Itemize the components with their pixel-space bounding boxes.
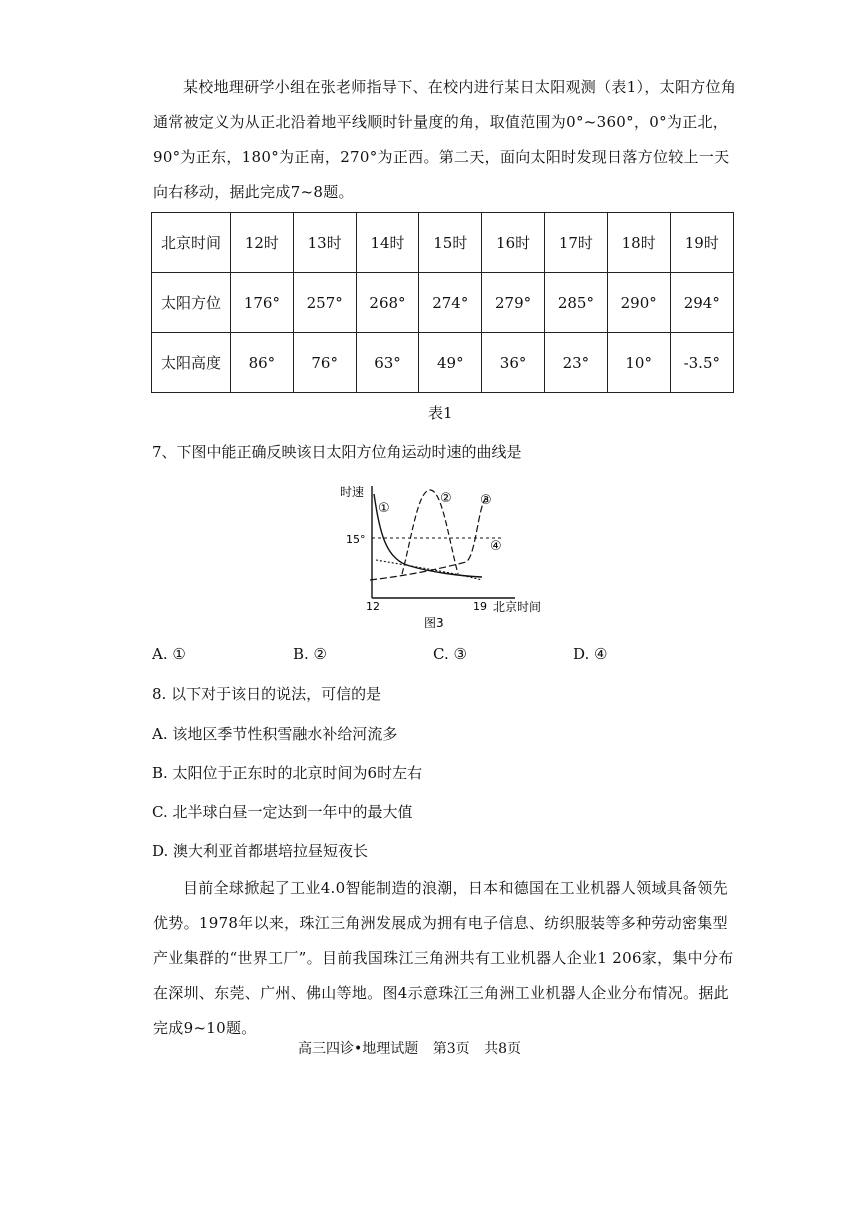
table-cell: 18时 bbox=[607, 213, 670, 273]
footer-exam: 高三四诊•地理试题 bbox=[298, 1041, 419, 1057]
curve-label-4: ④ bbox=[490, 539, 502, 554]
curve-1 bbox=[374, 494, 482, 577]
table-cell: 12时 bbox=[231, 213, 294, 273]
q7-option-d[interactable]: D. ④ bbox=[573, 645, 608, 663]
table-cell: 279° bbox=[482, 273, 545, 333]
footer-total: 共8页 bbox=[484, 1041, 522, 1057]
q8-choice-d[interactable]: D. 澳大利亚首都堪培拉昼短夜长 bbox=[152, 842, 369, 860]
table-cell: 76° bbox=[293, 333, 356, 393]
table-cell: 268° bbox=[356, 273, 419, 333]
ref-label: 15° bbox=[346, 533, 366, 546]
curve-label-1: ① bbox=[378, 501, 390, 516]
q8-choice-b[interactable]: B. 太阳位于正东时的北京时间为6时左右 bbox=[152, 764, 423, 782]
table-cell: 13时 bbox=[293, 213, 356, 273]
table-cell: 49° bbox=[419, 333, 482, 393]
table-cell: 19时 bbox=[670, 213, 733, 273]
question-7-stem: 7、下图中能正确反映该日太阳方位角运动时速的曲线是 bbox=[152, 443, 522, 461]
q8-choice-c[interactable]: C. 北半球白昼一定达到一年中的最大值 bbox=[152, 803, 413, 821]
table-cell: 176° bbox=[231, 273, 294, 333]
figure-3-chart bbox=[330, 476, 580, 636]
y-axis-label: 时速 bbox=[340, 485, 365, 499]
table-cell: 257° bbox=[293, 273, 356, 333]
table-cell: 15时 bbox=[419, 213, 482, 273]
passage-2: 目前全球掀起了工业4.0智能制造的浪潮，日本和德国在工业机器人领域具备领先优势。1978年以来，珠江三角洲发展成为拥有电子信息、纺织服装等多种劳动密集型产业集群的“世界工厂”。目前我国珠江三角洲共有工业机器人企业1 206家，集中分布在深圳、东莞、广州、佛山等地。图4示意珠江三角洲工业机器人企业分布情况。据此完成9~10题。 bbox=[153, 879, 734, 1037]
table-row bbox=[152, 273, 734, 333]
table-cell: 294° bbox=[670, 273, 733, 333]
table-cell: 17时 bbox=[544, 213, 607, 273]
table-caption: 表1 bbox=[428, 404, 453, 422]
observation-table bbox=[151, 212, 734, 393]
table-cell: 16时 bbox=[482, 213, 545, 273]
table-cell: 36° bbox=[482, 333, 545, 393]
table-cell: -3.5° bbox=[670, 333, 733, 393]
q7-option-b[interactable]: B. ② bbox=[293, 645, 328, 663]
table-row-header: 太阳方位 bbox=[152, 273, 231, 333]
table-cell: 290° bbox=[607, 273, 670, 333]
table-cell: 86° bbox=[231, 333, 294, 393]
table-cell: 274° bbox=[419, 273, 482, 333]
q7-option-c[interactable]: C. ③ bbox=[433, 645, 467, 663]
table-row-header: 北京时间 bbox=[152, 213, 231, 273]
question-8-stem: 8. 以下对于该日的说法，可信的是 bbox=[152, 685, 382, 703]
q7-option-a[interactable]: A. ① bbox=[152, 645, 186, 663]
table-cell: 63° bbox=[356, 333, 419, 393]
table-cell: 23° bbox=[544, 333, 607, 393]
q8-choice-a[interactable]: A. 该地区季节性积雪融水补给河流多 bbox=[152, 725, 398, 743]
x-axis-label: 北京时间 bbox=[493, 600, 542, 614]
table-cell: 285° bbox=[544, 273, 607, 333]
x-tick-start: 12 bbox=[366, 600, 380, 613]
table-row bbox=[152, 213, 734, 273]
table-row-header: 太阳高度 bbox=[152, 333, 231, 393]
figure-caption: 图3 bbox=[424, 616, 444, 630]
intro-paragraph: 某校地理研学小组在张老师指导下、在校内进行某日太阳观测（表1），太阳方位角通常被定义为从正北沿着地平线顺时针量度的角，取值范围为0°~360°，0°为正北，90°为正东，180°为正南，270°为正西。第二天，面向太阳时发现日落方位较上一天向右移动，据此完成7~8题。 bbox=[153, 78, 737, 201]
table-cell: 14时 bbox=[356, 213, 419, 273]
table-cell: 10° bbox=[607, 333, 670, 393]
page-footer bbox=[298, 1038, 531, 1058]
footer-page: 第3页 bbox=[432, 1041, 470, 1057]
curve-label-3: ③ bbox=[480, 493, 492, 508]
x-tick-end: 19 bbox=[473, 600, 487, 613]
table-row bbox=[152, 333, 734, 393]
curve-label-2: ② bbox=[440, 491, 452, 506]
